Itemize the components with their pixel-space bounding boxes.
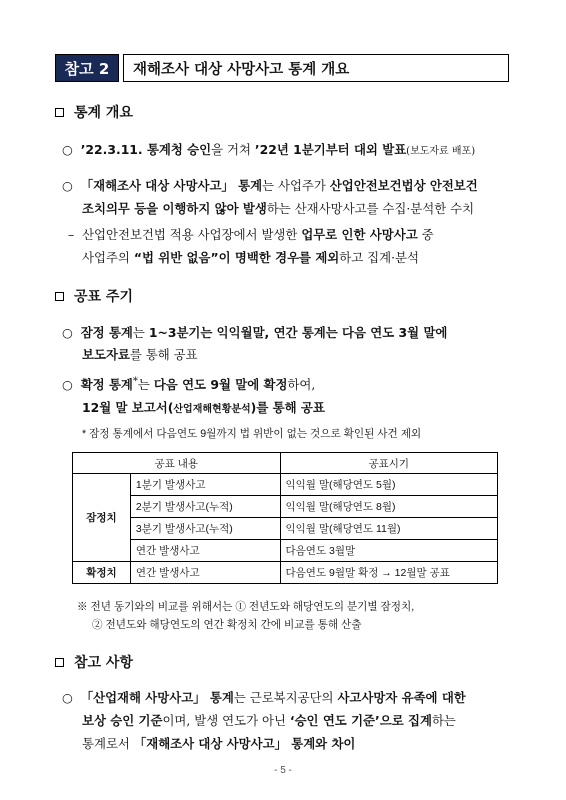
table-header-time: 공표시기: [280, 453, 497, 474]
overview-bullet-2: ○ 「재해조사 대상 사망사고」 통계는 사업주가 산업안전보건법상 안전보건: [62, 178, 478, 193]
group-provisional: 잠정치: [73, 474, 131, 562]
table-row: 확정치 연간 발생사고 다음연도 9월말 확정 → 12월말 공표: [73, 562, 498, 584]
overview-dash-1: – 산업안전보건법 적용 사업장에서 발생한 업무로 인한 사망사고 중: [68, 227, 434, 242]
section-heading-overview: 통계 개요: [55, 102, 133, 122]
reference-bullet-1: ○ 「산업재해 사망사고」 통계는 근로복지공단의 사고사망자 유족에 대한: [62, 690, 466, 705]
table-header-content: 공표 내용: [73, 453, 281, 474]
overview-bullet-1: ○ ’22.3.11. 통계청 승인을 거쳐 ’22년 1분기부터 대외 발표(보도자료 배포): [62, 142, 476, 157]
square-bullet-icon: [55, 292, 64, 301]
table-header-row: [73, 453, 498, 474]
cycle-bullet-2-cont: 12월 말 보고서(산업재해현황분석)를 통해 공표: [82, 400, 325, 415]
reference-bullet-1-cont2: 통계로서 「재해조사 대상 사망사고」 통계와 차이: [82, 736, 356, 751]
page-number: - 5 -: [274, 765, 292, 776]
table-note-2: ② 전년도와 해당연도의 연간 확정치 간에 비교를 통해 산출: [92, 619, 362, 631]
table-row: 3분기 발생사고(누적) 익익월 말(해당연도 11월): [73, 518, 498, 540]
overview-bullet-2-cont: 조치의무 등을 이행하지 않아 발생하는 산재사망사고를 수집·분석한 수치: [82, 201, 475, 216]
table-row: 연간 발생사고 다음연도 3월말: [73, 540, 498, 562]
table-note-1: ※ 전년 동기와의 비교를 위해서는 ① 전년도와 해당연도의 분기별 잠정치,: [77, 601, 415, 613]
reference-bullet-1-cont: 보상 승인 기준이며, 발생 연도가 아닌 ‘승인 연도 기준’으로 집계하는: [82, 713, 456, 728]
publication-schedule-table: [72, 452, 498, 584]
cycle-bullet-1: ○ 잠정 통계는 1~3분기는 익익월말, 연간 통계는 다음 연도 3월 말에: [62, 325, 448, 340]
section-heading-reference: 참고 사항: [55, 652, 133, 672]
cycle-bullet-1-cont: 보도자료를 통해 공표: [82, 347, 198, 362]
section-heading-cycle: 공표 주기: [55, 286, 133, 306]
square-bullet-icon: [55, 658, 64, 667]
table-row: 2분기 발생사고(누적) 익익월 말(해당연도 8월): [73, 496, 498, 518]
cycle-footnote: * 잠정 통계에서 다음연도 9월까지 법 위반이 없는 것으로 확인된 사건 제외: [82, 428, 422, 440]
square-bullet-icon: [55, 108, 64, 117]
overview-dash-1-cont: 사업주의 “법 위반 없음”이 명백한 경우를 제외하고 집계·분석: [82, 250, 419, 265]
page-title: 재해조사 대상 사망사고 통계 개요: [123, 54, 509, 82]
table-row: 잠정치 1분기 발생사고 익익월 말(해당연도 5월): [73, 474, 498, 496]
group-final: 확정치: [73, 562, 131, 584]
cycle-bullet-2: ○ 확정 통계*는 다음 연도 9월 말에 확정하여,: [62, 375, 316, 392]
reference-tag: 참고 2: [55, 54, 119, 82]
title-bar: [55, 54, 509, 82]
